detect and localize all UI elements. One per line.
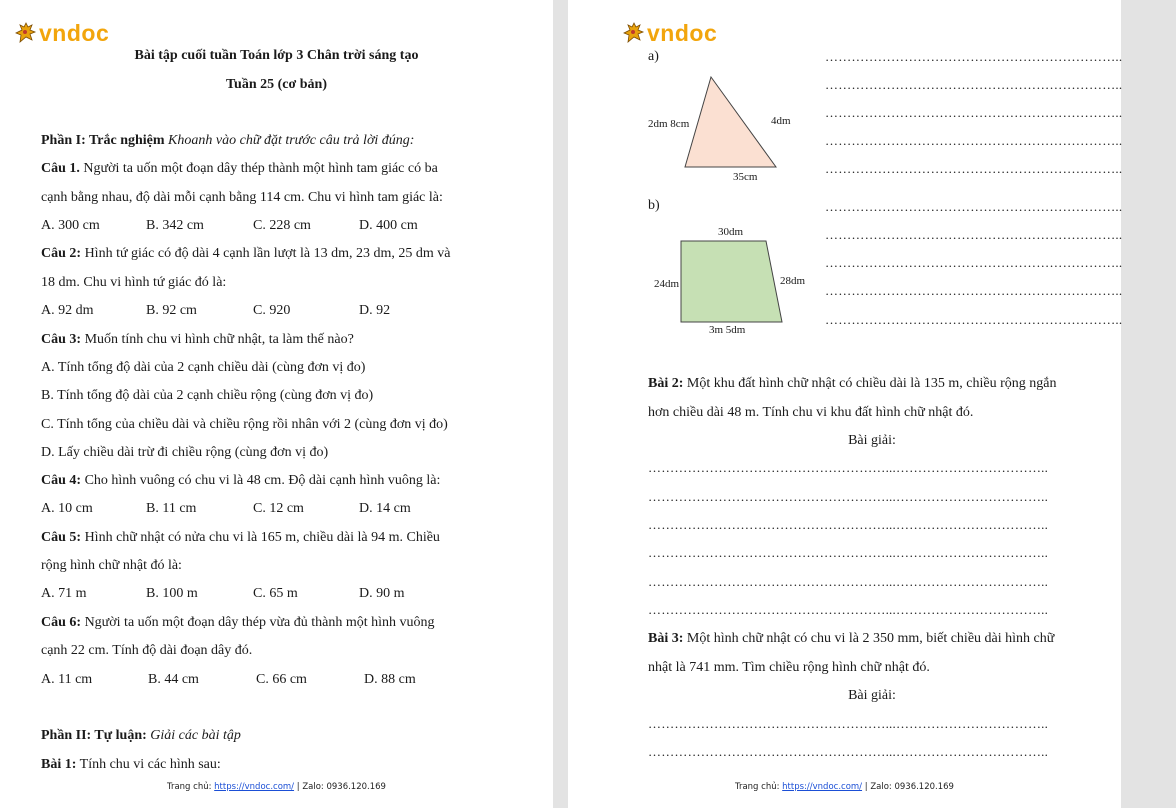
q2-line1: [41, 246, 450, 262]
bai2-line2: hơn chiều dài 48 m. Tính chu vi khu đất hình chữ nhật đó.: [648, 405, 974, 420]
solution-line[interactable]: ………………………………………………...……………………………..: [648, 489, 1049, 504]
page-1: [0, 0, 553, 808]
bai2-line1: [648, 376, 1056, 392]
q2-option-d[interactable]: D. 92: [359, 303, 391, 318]
page-2: [568, 0, 1121, 808]
q2-option-c[interactable]: C. 920: [253, 303, 291, 318]
q2-label: Câu 2:: [41, 246, 82, 261]
trapezoid-top-side-label: 30dm: [718, 226, 744, 238]
vndoc-logo: [14, 20, 109, 46]
part2-heading: [41, 728, 241, 744]
triangle-bottom-side-label: 35cm: [733, 171, 758, 183]
q1-option-b[interactable]: B. 342 cm: [146, 218, 204, 233]
page2-footer: Trang chủ: https://vndoc.com/ | Zalo: 0936.120.169: [735, 782, 954, 792]
triangle-shape: [685, 77, 776, 167]
q5-option-b[interactable]: B. 100 m: [146, 586, 198, 601]
answer-line[interactable]: …………………………………………………………..: [825, 227, 1123, 242]
q4-label: Câu 4:: [41, 473, 82, 488]
q4-option-b[interactable]: B. 11 cm: [146, 501, 197, 516]
q5-label: Câu 5:: [41, 530, 82, 545]
q2-option-a[interactable]: A. 92 dm: [41, 303, 94, 318]
q3-option-a[interactable]: A. Tính tổng độ dài của 2 cạnh chiều dài (cùng đơn vị đo): [41, 360, 366, 375]
q6-option-c[interactable]: C. 66 cm: [256, 672, 307, 687]
trapezoid-shape: [681, 241, 782, 322]
q1-option-c[interactable]: C. 228 cm: [253, 218, 311, 233]
triangle-left-side-label: 2dm 8cm: [648, 118, 690, 130]
q4-text: Cho hình vuông có chu vi là 48 cm. Độ dài cạnh hình vuông là:: [84, 473, 441, 488]
solution-line[interactable]: ………………………………………………...……………………………..: [648, 517, 1049, 532]
q6-option-b[interactable]: B. 44 cm: [148, 672, 199, 687]
q6-line2: cạnh 22 cm. Tính độ dài đoạn dây đó.: [41, 643, 253, 658]
bai1-label: Bài 1:: [41, 757, 77, 772]
vndoc-home-link[interactable]: https://vndoc.com/: [214, 782, 295, 792]
q4-option-a[interactable]: A. 10 cm: [41, 501, 93, 516]
solution-line[interactable]: ………………………………………………...……………………………..: [648, 744, 1049, 759]
q6-text: Người ta uốn một đoạn dây thép vừa đủ thành một hình vuông: [84, 615, 435, 630]
q3-label: Câu 3:: [41, 332, 82, 347]
bai3-line1: [648, 631, 1054, 647]
q2-line2: 18 dm. Chu vi hình tứ giác đó là:: [41, 275, 227, 290]
trapezoid-right-side-label: 28dm: [780, 275, 806, 287]
q5-line2: rộng hình chữ nhật đó là:: [41, 558, 182, 573]
solution-line[interactable]: ………………………………………………...……………………………..: [648, 460, 1049, 475]
answer-line[interactable]: …………………………………………………………..: [825, 199, 1123, 214]
bai3-line2: nhật là 741 mm. Tìm chiều rộng hình chữ nhật đó.: [648, 660, 930, 675]
solution-line[interactable]: ………………………………………………...……………………………..: [648, 602, 1049, 617]
triangle-right-side-label: 4dm: [771, 115, 791, 127]
q1-line2: cạnh bằng nhau, độ dài mỗi cạnh bằng 114 cm. Chu vi hình tam giác là:: [41, 190, 443, 205]
logo-text: vndoc: [39, 20, 110, 46]
bai2-label: Bài 2:: [648, 376, 684, 391]
q3-option-b[interactable]: B. Tính tổng độ dài của 2 cạnh chiều rộng (cùng đơn vị đo): [41, 388, 374, 403]
q3-option-d[interactable]: D. Lấy chiều dài trừ đi chiều rộng (cùng đơn vị đo): [41, 445, 329, 460]
vndoc-home-link[interactable]: https://vndoc.com/: [782, 782, 863, 792]
q3-line1: [41, 332, 354, 348]
answer-line[interactable]: …………………………………………………………..: [825, 77, 1123, 92]
q1-text: Người ta uốn một đoạn dây thép thành một hình tam giác có ba: [83, 161, 438, 176]
answer-line[interactable]: …………………………………………………………..: [825, 312, 1123, 327]
trapezoid-figure: [678, 238, 788, 326]
solution-line[interactable]: ………………………………………………...……………………………..: [648, 574, 1049, 589]
q6-label: Câu 6:: [41, 615, 82, 630]
bai3-solution-label: Bài giải:: [848, 688, 896, 703]
q1-option-d[interactable]: D. 400 cm: [359, 218, 418, 233]
page1-footer: Trang chủ: https://vndoc.com/ | Zalo: 0936.120.169: [167, 782, 386, 792]
logo-text: vndoc: [647, 20, 718, 46]
trapezoid-bottom-side-label: 3m 5dm: [709, 324, 746, 336]
answer-line[interactable]: …………………………………………………………..: [825, 133, 1123, 148]
q5-option-d[interactable]: D. 90 m: [359, 586, 405, 601]
part1-heading: [41, 133, 414, 149]
q5-option-a[interactable]: A. 71 m: [41, 586, 87, 601]
bai3-label: Bài 3:: [648, 631, 684, 646]
bai1-line: [41, 757, 221, 773]
bai2-text: Một khu đất hình chữ nhật có chiều dài là 135 m, chiều rộng ngắn: [686, 376, 1057, 391]
q4-option-c[interactable]: C. 12 cm: [253, 501, 304, 516]
q1-label: Câu 1.: [41, 161, 80, 176]
q5-option-c[interactable]: C. 65 m: [253, 586, 298, 601]
bai2-solution-label: Bài giải:: [848, 433, 896, 448]
trapezoid-left-side-label: 24dm: [654, 278, 680, 290]
q1-option-a[interactable]: A. 300 cm: [41, 218, 100, 233]
q2-option-b[interactable]: B. 92 cm: [146, 303, 197, 318]
q1-line1: [41, 161, 438, 177]
q6-line1: [41, 615, 435, 631]
q5-text: Hình chữ nhật có nửa chu vi là 165 m, chiều dài là 94 m. Chiều: [84, 530, 440, 545]
answer-line[interactable]: …………………………………………………………..: [825, 49, 1123, 64]
part2-instruction: Giải các bài tập: [150, 728, 241, 743]
answer-line[interactable]: …………………………………………………………..: [825, 161, 1123, 176]
page-title: Bài tập cuối tuần Toán lớp 3 Chân trời sáng tạo: [134, 48, 419, 63]
bai1-text: Tính chu vi các hình sau:: [79, 757, 221, 772]
answer-line[interactable]: …………………………………………………………..: [825, 283, 1123, 298]
vndoc-logo: [622, 20, 717, 46]
rooster-icon: [14, 21, 38, 45]
solution-line[interactable]: ………………………………………………...……………………………..: [648, 545, 1049, 560]
q5-line1: [41, 530, 440, 546]
q6-option-a[interactable]: A. 11 cm: [41, 672, 93, 687]
part1-label: Phần I: Trắc nghiệm: [41, 133, 165, 148]
solution-line[interactable]: ………………………………………………...……………………………..: [648, 716, 1049, 731]
part1-instruction: Khoanh vào chữ đặt trước câu trả lời đúng:: [168, 133, 415, 148]
q4-line1: [41, 473, 440, 489]
answer-line[interactable]: …………………………………………………………..: [825, 105, 1123, 120]
q4-option-d[interactable]: D. 14 cm: [359, 501, 411, 516]
q2-text: Hình tứ giác có độ dài 4 cạnh lần lượt là 13 dm, 23 dm, 25 dm và: [84, 246, 451, 261]
part2-label: Phần II: Tự luận:: [41, 728, 147, 743]
q6-option-d[interactable]: D. 88 cm: [364, 672, 416, 687]
fig-a-label: a): [648, 49, 659, 64]
page-subtitle: Tuần 25 (cơ bản): [226, 77, 327, 92]
bai3-text: Một hình chữ nhật có chu vi là 2 350 mm, biết chiều dài hình chữ: [686, 631, 1055, 646]
answer-line[interactable]: …………………………………………………………..: [825, 255, 1123, 270]
q3-text: Muốn tính chu vi hình chữ nhật, ta làm thế nào?: [84, 332, 354, 347]
fig-b-label: b): [648, 198, 660, 213]
q3-option-c[interactable]: C. Tính tổng của chiều dài và chiều rộng rồi nhân với 2 (cùng đơn vị đo): [41, 417, 448, 432]
rooster-icon: [622, 21, 646, 45]
